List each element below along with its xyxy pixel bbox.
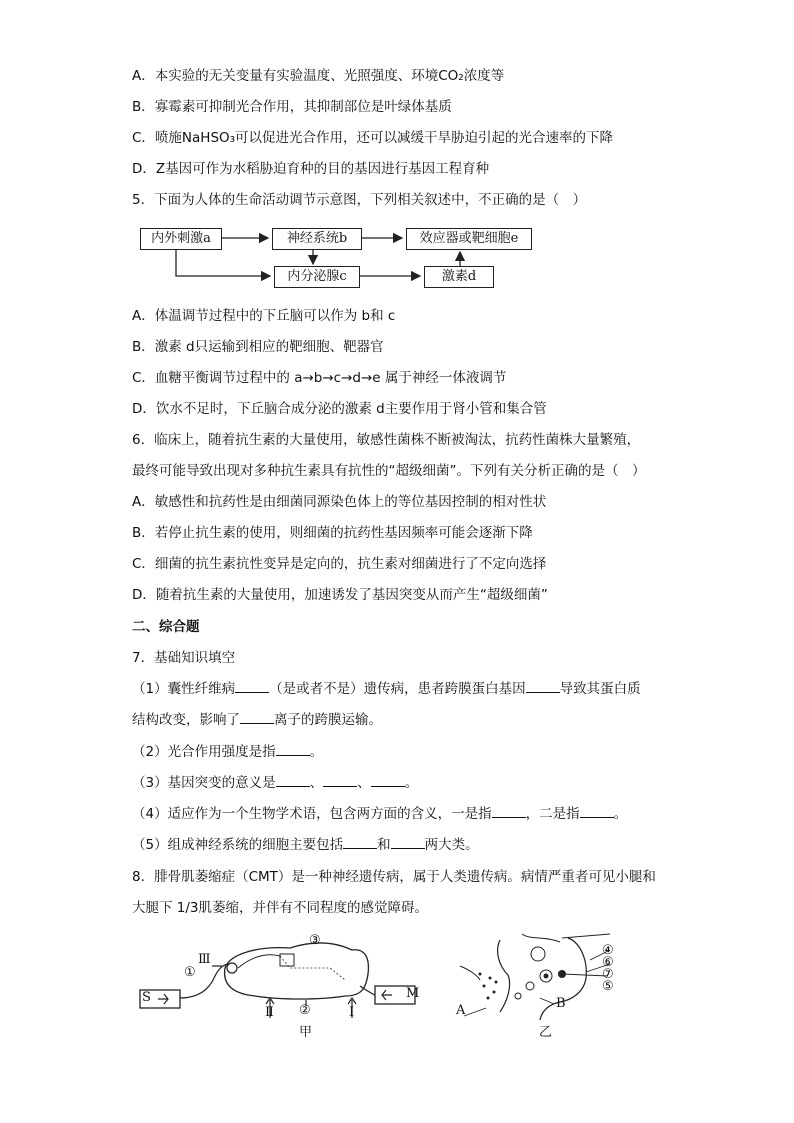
q7-item-4 [132,804,627,824]
label-s: S [142,990,151,1005]
q6-stem-line1: 6．临床上，随着抗生素的大量使用，敏感性菌株不断被淘汰，抗药性菌株大量繁殖， [132,432,641,448]
q7-2-text: 。 [309,744,324,760]
diagram-arrows [0,0,794,300]
q6-option-d: D．随着抗生素的大量使用，加速诱发了基因突变从而产生“超级细菌” [132,587,548,603]
q8-stem-line1: 8．腓骨肌萎缩症（CMT）是一种神经遗传病，属于人类遗传病。病情严重者可见小腿和 [132,869,656,885]
q7-4-text: ，二是指 [525,806,580,822]
separator: 、 [309,775,324,791]
q5-option-b: B．激素 d只运输到相应的靶细胞、靶器官 [132,339,384,355]
label-7: ⑦ [602,967,614,982]
answer-blank[interactable] [240,710,274,724]
answer-blank[interactable] [343,835,377,849]
q6-stem-line2: 最终可能导致出现对多种抗生素具有抗性的“超级细菌”。下列有关分析正确的是（ ） [132,463,646,479]
q7-3-text: （3）基因突变的意义是 [132,775,276,791]
q6-option-c: C．细菌的抗生素抗性变异是定向的，抗生素对细菌进行了不定向选择 [132,556,547,572]
q6-option-a: A．敏感性和抗药性是由细菌同源染色体上的等位基因控制的相对性状 [132,494,547,510]
answer-blank[interactable] [276,742,310,756]
q7-item-1-line2 [132,710,382,730]
label-a: A [456,1003,466,1018]
q4-option-c: C．喷施NaHSO₃可以促进光合作用，还可以减缓干旱胁迫引起的光合速率的下降 [132,130,614,146]
q4-option-a: A．本实验的无关变量有实验温度、光照强度、环境CO₂浓度等 [132,68,505,84]
q7-item-1-line1 [132,679,641,699]
answer-blank[interactable] [492,804,526,818]
q6-option-b: B．若停止抗生素的使用，则细菌的抗药性基因频率可能会逐渐下降 [132,525,533,541]
q7-item-2 [132,742,323,762]
answer-blank[interactable] [391,835,425,849]
q7-1-text: （是或者不是）遗传病，患者跨膜蛋白基因 [269,681,526,697]
q7-item-5 [132,835,479,855]
q5-option-a: A．体温调节过程中的下丘脑可以作为 b和 c [132,308,396,324]
diagram-node-e: 效应器或靶细胞e [406,228,532,250]
q7-1-text: 导致其蛋白质 [559,681,641,697]
label-1: ① [184,965,196,980]
q7-1-text: 结构改变，影响了 [132,712,240,728]
answer-blank[interactable] [276,773,310,787]
answer-blank[interactable] [371,773,405,787]
diagram-node-b: 神经系统b [272,228,362,250]
q7-5-text: 两大类。 [424,837,479,853]
answer-blank[interactable] [526,679,560,693]
q7-5-text: （5）组成神经系统的细胞主要包括 [132,837,344,853]
q8-stem-line2: 大腿下 1/3肌萎缩，并伴有不同程度的感觉障碍。 [132,900,429,916]
label-4: ④ [602,943,614,958]
answer-blank[interactable] [580,804,614,818]
figure-caption-jia: 甲 [299,1025,313,1040]
label-iii: Ⅲ [198,952,211,967]
answer-blank[interactable] [323,773,357,787]
label-2: ② [299,1003,311,1018]
diagram-node-d: 激素d [424,266,494,288]
separator: 、 [357,775,371,791]
q4-option-b: B．寡霉素可抑制光合作用，其抑制部位是叶绿体基质 [132,99,452,115]
q7-5-text: 和 [377,837,391,853]
q7-2-text: （2）光合作用强度是指 [132,744,276,760]
q5-stem: 5．下面为人体的生命活动调节示意图，下列相关叙述中，不正确的是（ ） [132,192,587,208]
label-5: ⑤ [602,979,614,994]
label-6: ⑥ [602,955,614,970]
label-3: ③ [309,933,321,948]
label-m: M [406,986,420,1001]
reflex-arc-drawing [130,928,430,1038]
q7-4-text: （4）适应作为一个生物学术语，包含两方面的含义，一是指 [132,806,492,822]
label-ii: Ⅱ [265,1005,274,1020]
q7-item-3 [132,773,418,793]
label-i: Ⅰ [349,1005,355,1020]
answer-blank[interactable] [235,679,269,693]
q7-1-text: （1）囊性纤维病 [132,681,236,697]
label-b: B [556,996,566,1011]
q7-4-text: 。 [613,806,628,822]
diagram-node-a: 内外刺激a [140,228,222,250]
section-heading: 二、综合题 [132,619,200,635]
q5-option-d: D．饮水不足时，下丘脑合成分泌的激素 d主要作用于肾小管和集合管 [132,401,547,417]
q7-stem: 7．基础知识填空 [132,650,236,666]
q7-3-text: 。 [404,775,419,791]
diagram-node-c: 内分泌腺c [274,266,360,288]
figure-caption-yi: 乙 [539,1025,553,1040]
q7-1-text: 离子的跨膜运输。 [274,712,382,728]
q5-option-c: C．血糖平衡调节过程中的 a→b→c→d→e 属于神经一体液调节 [132,370,507,386]
q4-option-d: D．Z基因可作为水稻胁迫育种的目的基因进行基因工程育种 [132,161,490,177]
